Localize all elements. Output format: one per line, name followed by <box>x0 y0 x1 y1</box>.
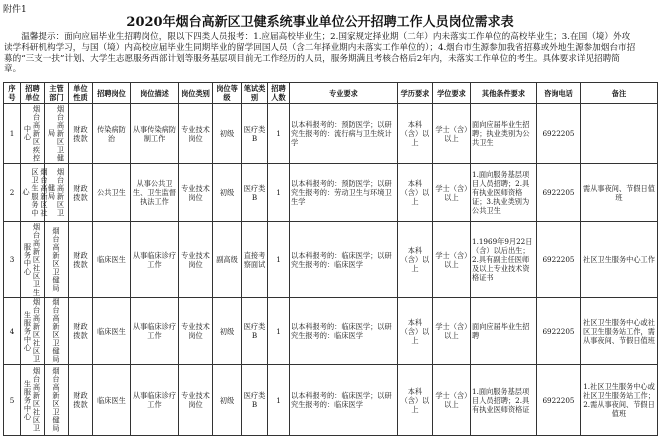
cell-edu: 本科（含）以上 <box>398 298 433 365</box>
cell-degree: 学士（含）以上 <box>433 104 471 164</box>
cell-nature: 财政拨款 <box>69 298 93 365</box>
cell-other: 面向应届毕业生招聘 <box>471 298 537 365</box>
header-no: 序号 <box>4 83 21 104</box>
cell-desc: 从事传染病防制工作 <box>131 104 179 164</box>
header-major: 专业要求 <box>290 83 398 104</box>
cell-count: 1 <box>268 164 290 222</box>
cell-edu: 本科（含）以上 <box>398 365 433 436</box>
table-row <box>4 298 658 365</box>
cell-edu: 本科（含）以上 <box>398 164 433 222</box>
header-degree: 学位要求 <box>433 83 471 104</box>
table-header-row <box>4 83 658 104</box>
unit-text: 烟台高新区社区卫生服务中心 <box>23 298 42 364</box>
cell-post: 临床医生 <box>93 298 131 365</box>
header-remark: 备注 <box>581 83 658 104</box>
cell-phone: 6922205 <box>537 164 581 222</box>
table-row <box>4 365 658 436</box>
cell-exam: 医疗类B <box>242 365 268 436</box>
dept-text: 烟台高新区卫健局 <box>52 226 61 293</box>
cell-post: 公共卫生 <box>93 164 131 222</box>
cell-nature: 财政拨款 <box>69 365 93 436</box>
cell-no: 2 <box>4 164 21 222</box>
cell-exam: 医疗类B <box>242 104 268 164</box>
header-unit: 招聘单位 <box>21 83 45 104</box>
cell-exam: 医疗类B <box>242 164 268 222</box>
header-nature: 单位性质 <box>69 83 93 104</box>
cell-major: 以本科报考的：临床医学；以研究生报考的：临床医学 <box>290 298 398 365</box>
cell-no: 3 <box>4 222 21 298</box>
unit-text: 烟台高新区社区卫生服务中心 <box>22 167 49 218</box>
cell-major: 以本科报考的：临床医学；以研究生报考的：临床医学 <box>290 222 398 298</box>
position-table <box>3 82 658 436</box>
cell-remark: 需从事夜间、节假日值班 <box>581 164 658 222</box>
cell-remark <box>581 104 658 164</box>
dept-text: 烟台高新区卫健局 <box>52 298 61 364</box>
cell-exam: 直接考察面试 <box>242 222 268 298</box>
cell-unit <box>21 365 45 436</box>
header-phone: 咨询电话 <box>537 83 581 104</box>
cell-phone: 6922205 <box>537 104 581 164</box>
cell-other: 面向应届毕业生招聘；执业类别为公共卫生 <box>471 104 537 164</box>
cell-post: 临床医生 <box>93 365 131 436</box>
cell-level: 初级 <box>213 298 242 365</box>
cell-nature: 财政拨款 <box>69 104 93 164</box>
cell-count: 1 <box>268 365 290 436</box>
cell-degree: 学士（含）以上 <box>433 164 471 222</box>
unit-text: 烟台高新区社区卫生服务中心 <box>23 367 42 433</box>
cell-degree: 学士（含）以上 <box>433 298 471 365</box>
cell-desc: 从事公共卫生、卫生监督执法工作 <box>131 164 179 222</box>
cell-degree: 学士（含）以上 <box>433 365 471 436</box>
cell-no: 1 <box>4 104 21 164</box>
cell-dept <box>45 104 69 164</box>
cell-category: 专业技术岗位 <box>179 164 213 222</box>
cell-level: 初级 <box>213 365 242 436</box>
page-title: 2020年烟台高新区卫健系统事业单位公开招聘工作人员岗位需求表 <box>126 15 514 30</box>
cell-exam: 医疗类B <box>242 298 268 365</box>
cell-category: 专业技术岗位 <box>179 222 213 298</box>
cell-category: 专业技术岗位 <box>179 104 213 164</box>
cell-desc: 从事临床诊疗工作 <box>131 298 179 365</box>
header-desc: 岗位描述 <box>131 83 179 104</box>
cell-edu: 本科（含）以上 <box>398 104 433 164</box>
cell-remark: 社区卫生服务中心或社区卫生服务站工作，需从事夜间、节假日值班 <box>581 298 658 365</box>
cell-no: 5 <box>4 365 21 436</box>
cell-major: 以本科报考的：预防医学；以研究生报考的：流行病与卫生统计学 <box>290 104 398 164</box>
cell-degree: 学士（含）以上 <box>433 222 471 298</box>
cell-desc: 从事临床诊疗工作 <box>131 365 179 436</box>
cell-count: 1 <box>268 298 290 365</box>
cell-level: 副高级 <box>213 222 242 298</box>
table-row <box>4 222 658 298</box>
cell-unit <box>21 222 45 298</box>
cell-unit <box>21 104 45 164</box>
cell-nature: 财政拨款 <box>69 222 93 298</box>
unit-text: 烟台高新区社区卫生服务中心 <box>23 222 42 297</box>
cell-dept <box>45 222 69 298</box>
cell-level: 初级 <box>213 164 242 222</box>
cell-phone: 6922205 <box>537 365 581 436</box>
cell-desc: 从事临床诊疗工作 <box>131 222 179 298</box>
cell-post: 临床医生 <box>93 222 131 298</box>
cell-post: 传染病防治 <box>93 104 131 164</box>
cell-phone: 6922205 <box>537 222 581 298</box>
cell-count: 1 <box>268 222 290 298</box>
header-dept: 主管部门 <box>45 83 69 104</box>
cell-level: 初级 <box>213 104 242 164</box>
header-level: 岗位等级 <box>213 83 242 104</box>
cell-unit <box>21 164 49 222</box>
cell-dept <box>45 365 69 436</box>
cell-edu: 本科（含）以上 <box>398 222 433 298</box>
header-exam: 笔试类别 <box>242 83 268 104</box>
unit-text: 烟台高新区疾控中心 <box>23 104 42 163</box>
cell-nature: 财政拨款 <box>69 164 93 222</box>
header-category: 岗位类别 <box>179 83 213 104</box>
table-row <box>4 164 658 222</box>
cell-major: 以本科报考的：临床医学；以研究生报考的：临床医学 <box>290 365 398 436</box>
attachment-label: 附件1 <box>3 5 27 15</box>
cell-other: 1.面向服务基层项目人员招聘；2.具有执业医师资格证 <box>471 365 537 436</box>
dept-text: 烟台高新区卫健局 <box>52 367 61 433</box>
cell-no: 4 <box>4 298 21 365</box>
cell-count: 1 <box>268 104 290 164</box>
cell-phone: 6922205 <box>537 298 581 365</box>
header-post: 招聘岗位 <box>93 83 131 104</box>
cell-dept <box>45 298 69 365</box>
cell-unit <box>21 298 45 365</box>
cell-remark: 社区卫生服务中心工作 <box>581 222 658 298</box>
cell-category: 专业技术岗位 <box>179 365 213 436</box>
cell-category: 专业技术岗位 <box>179 298 213 365</box>
header-other: 其他条件要求 <box>471 83 537 104</box>
cell-remark: 1.社区卫生服务中心或社区卫生服务站工作；2.需从事夜间、节假日值班 <box>581 365 658 436</box>
dept-text: 烟台高新区卫健局 <box>47 167 66 218</box>
table-row <box>4 104 658 164</box>
cell-other: 1.1969年9月22日（含）以后出生；2.具有副主任医师及以上专业技术资格证书 <box>471 222 537 298</box>
dept-text: 烟台高新区卫健局 <box>47 104 66 163</box>
cell-other: 1.面向服务基层项目人员招聘；2.具有执业医师资格证；3.执业类别为公共卫生 <box>471 164 537 222</box>
cell-major: 以本科报考的：预防医学；以研究生报考的：劳动卫生与环境卫生学 <box>290 164 398 222</box>
header-edu: 学历要求 <box>398 83 433 104</box>
notice-paragraph: 温馨提示：面向应届毕业生招聘岗位，限以下四类人员报考：1.应届高校毕业生；2.国家规定择业期（二年）内未落实工作单位的高校毕业生；3.在国（境）外攻读学科研机构学习，与国（境）内高校应届毕业生同期毕业的留学回国人员（含二年择业期内未落实工作单位的）；4.烟台市生源参加我省招募或外地生源参加烟台市招募的“三支一扶”计划、大学生志愿服务西部计划等服务基层项目前无工作经历的人员，服务期满且考核合格后2年内，未落实工作单位的考生。具体要求详见招聘简章。 <box>4 32 636 75</box>
header-count: 招聘人数 <box>268 83 290 104</box>
